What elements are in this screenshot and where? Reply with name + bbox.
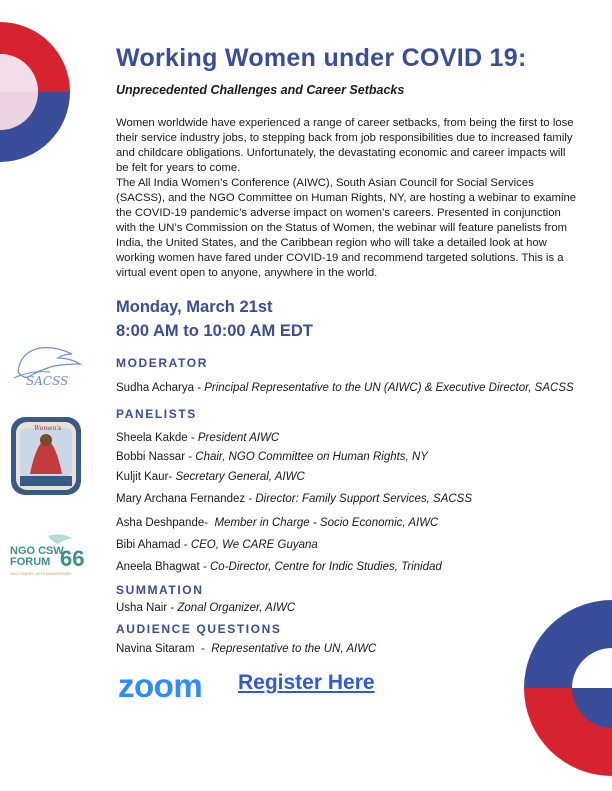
person-name: Sudha Acharya [116,382,195,394]
decorative-circle-top-left [0,0,100,180]
person-name: Navina Sitaram [116,643,195,655]
person-role: Zonal Organizer, AIWC [177,602,296,614]
ngo-logo-title [10,546,64,568]
panelist-row: Sheela Kakde - President AIWC [116,432,280,444]
aiwc-logo [10,416,82,496]
section-heading-audience-questions: AUDIENCE QUESTIONS [116,622,282,636]
panelist-row: Mary Archana Fernandez - Director: Family Support Services, SACSS [116,493,473,505]
decorative-circle-bottom-right [512,600,612,791]
person-name: Bobbi Nassar [116,451,186,463]
zoom-logo: zoom [118,667,203,704]
ngo-logo-line2 [10,557,64,568]
person-role: Co-Director, Centre for Indic Studies, Trinidad [210,561,442,573]
panelist-row: Asha Deshpande- Member in Charge - Socio Economic, AIWC [116,517,439,529]
person-role: President AIWC [197,432,280,444]
event-time: 8:00 AM to 10:00 AM EDT [116,322,313,340]
sacss-logo [10,342,92,394]
event-date: Monday, March 21st [116,298,273,316]
person-name: Usha Nair [116,602,168,614]
section-heading-moderator: MODERATOR [116,356,208,370]
person-role: Director: Family Support Services, SACSS [255,493,473,505]
panelist-row: Kuljit Kaur- Secretary General, AIWC [116,471,305,483]
person-name: Kuljit Kaur [116,471,169,483]
person-role: Chair, NGO Committee on Human Rights, NY [195,451,428,463]
panelist-row: Bobbi Nassar - Chair, NGO Committee on Human Rights, NY [116,451,428,463]
person-role: Member in Charge - Socio Economic, AIWC [214,517,439,529]
person-role: CEO, We CARE Guyana [190,539,318,551]
sacss-logo-text: SACSS [26,374,69,388]
audience-row: Navina Sitaram - Representative to the UN, AIWC [116,643,377,655]
ngo-logo-line1: NGO CSW [10,545,64,557]
event-datetime [116,295,313,343]
moderator-row: Sudha Acharya - Principal Representative to the UN (AIWC) & Executive Director, SACSS [116,382,574,394]
person-name: Sheela Kakde [116,432,188,444]
page-subtitle: Unprecedented Challenges and Career Setbacks [116,83,405,97]
person-role: Principal Representative to the UN (AIWC) & Executive Director, SACSS [204,382,574,394]
register-link[interactable]: Register Here [238,671,375,694]
person-role: Secretary General, AIWC [175,471,305,483]
summation-row: Usha Nair - Zonal Organizer, AIWC [116,602,296,614]
ngo-logo-tagline: NGO CSW/NY | 50TH ANNIVERSARY [10,572,72,576]
event-description [116,116,578,281]
person-role: Representative to the UN, AIWC [211,643,377,655]
description-paragraph: Women worldwide have experienced a range of career setbacks, from being the first to lose their service industry jobs, to stepping back from job responsibilities due to increased family and childcare obligations. Unfortunately, the devastating economic and career impacts will be felt for years to come. [116,117,574,174]
ngo-logo-forum: FORUM [10,556,51,568]
person-name: Asha Deshpande [116,517,205,529]
panelist-row: Bibi Ahamad - CEO, We CARE Guyana [116,539,318,551]
ngo-csw-forum-logo [8,532,90,588]
aiwc-logo-text: Women's [34,425,62,432]
description-paragraph: The All India Women’s Conference (AIWC), South Asian Council for Social Services (SACSS), and the NGO Committee on Human Rights, NY, are hosting a webinar to examine the COVID-19 pandemic’s adverse impact on women’s careers. Presented in conjunction with the UN’s Commission on the Status of Women, the webinar will feature panelists from India, the United States, and the Caribbean region who will take a detailed look at how working women have fared under COVID-19 and recommend targeted solutions. This is a virtual event open to anyone, anywhere in the world. [116,177,577,279]
section-heading-panelists: PANELISTS [116,407,197,421]
panelist-row: Aneela Bhagwat - Co-Director, Centre for Indic Studies, Trinidad [116,561,442,573]
section-heading-summation: SUMMATION [116,583,204,597]
person-name: Bibi Ahamad [116,539,181,551]
page-title: Working Women under COVID 19: [116,44,527,72]
person-name: Aneela Bhagwat [116,561,200,573]
person-name: Mary Archana Fernandez [116,493,246,505]
ngo-logo-number: 66 [60,546,85,571]
